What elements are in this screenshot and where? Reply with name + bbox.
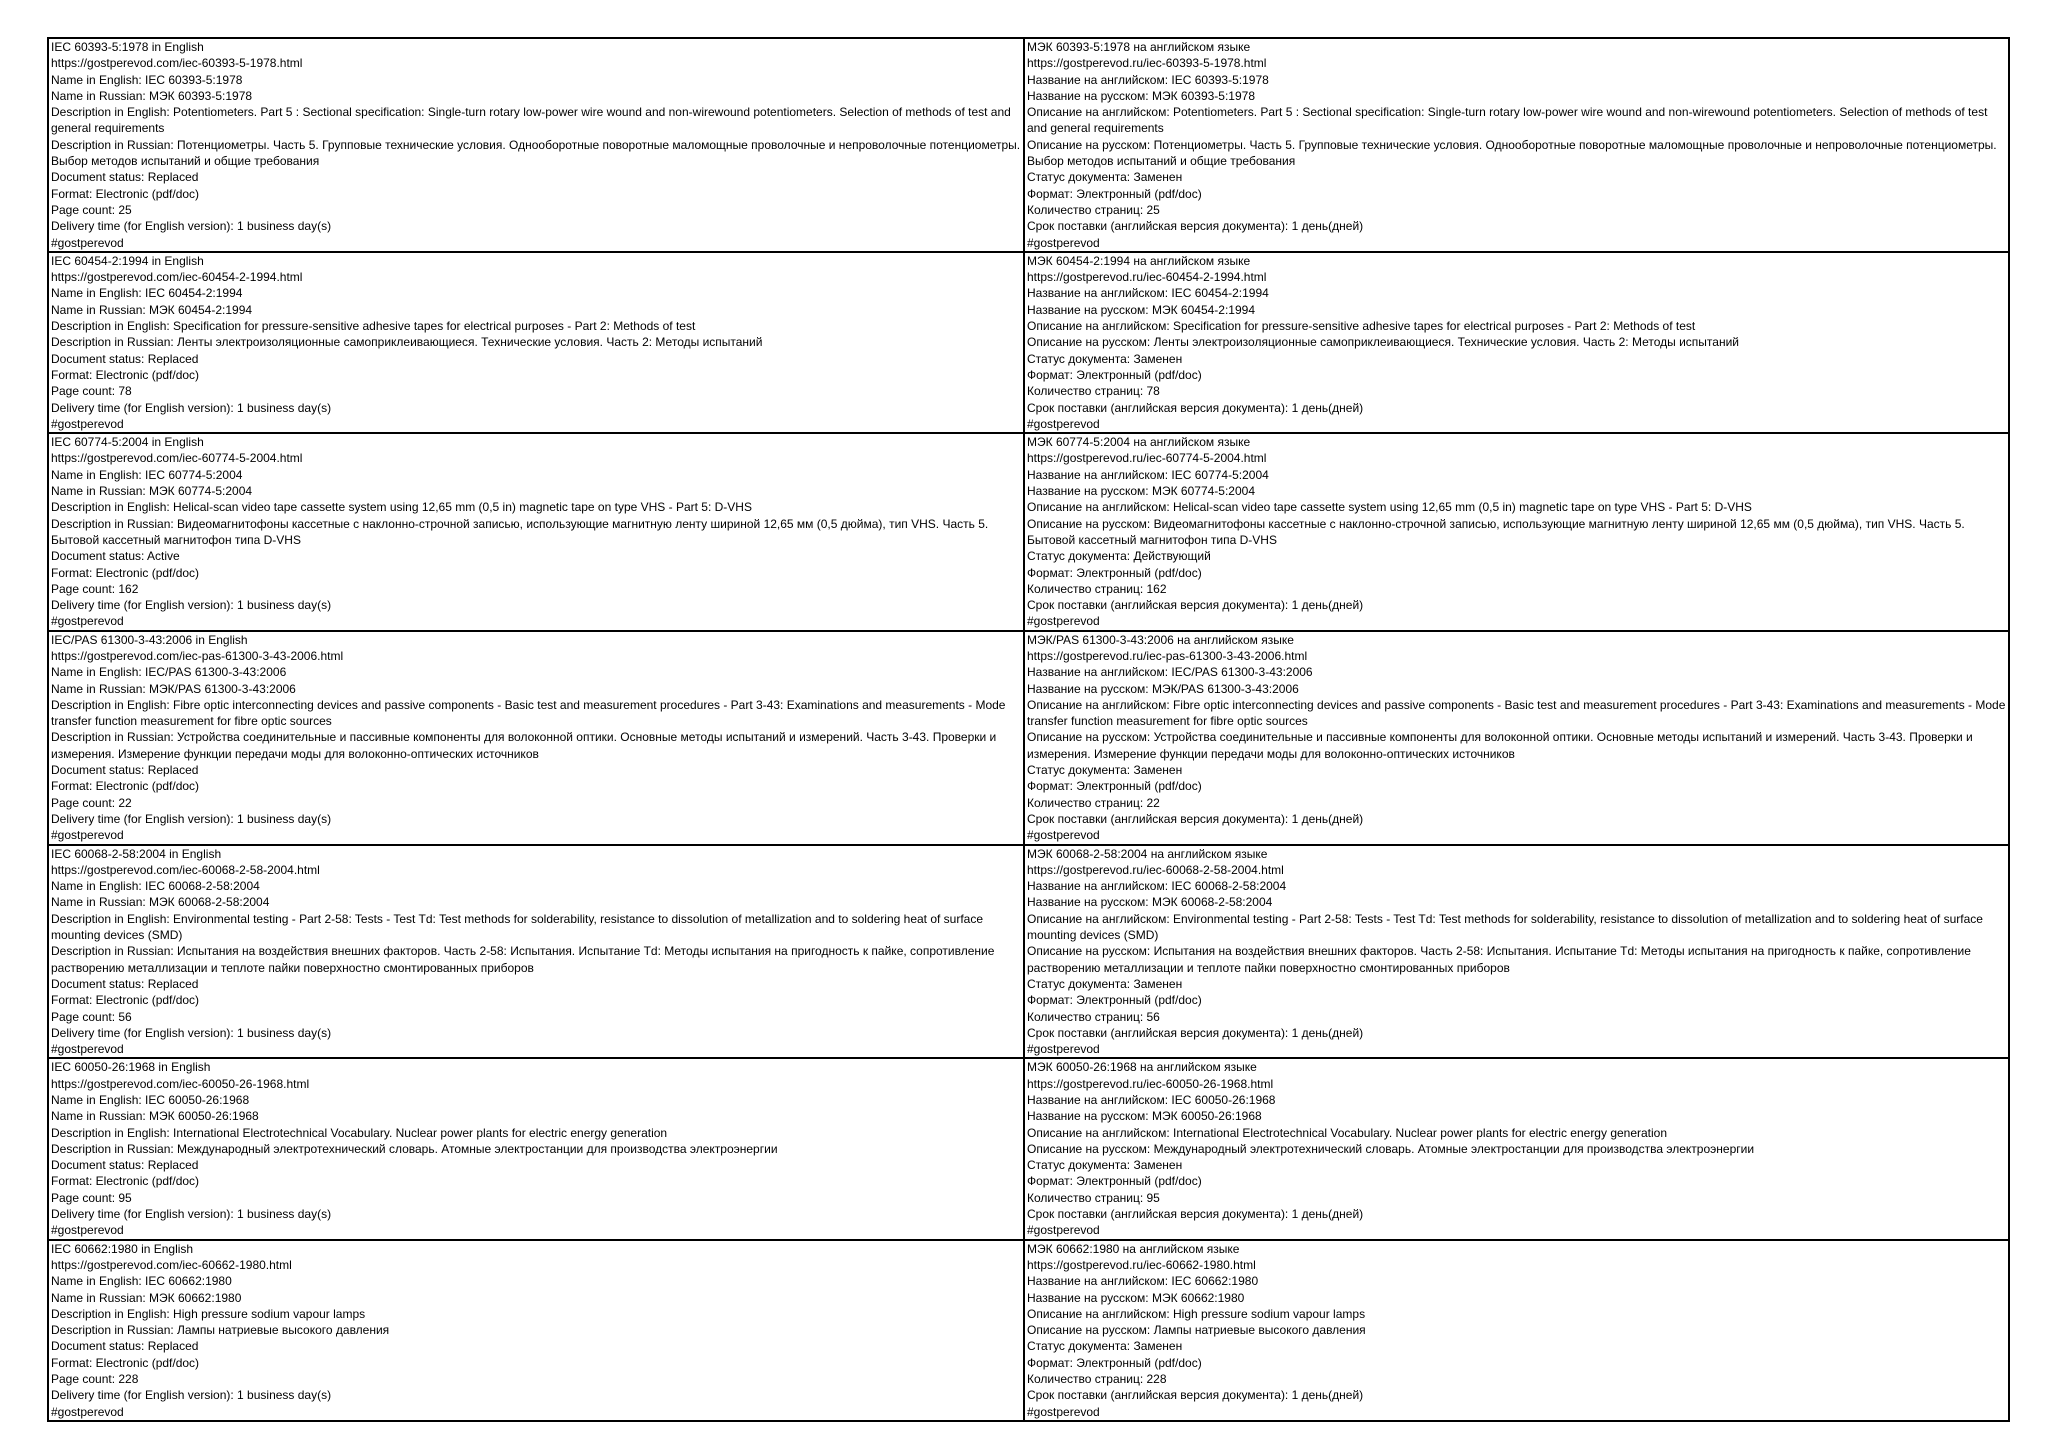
cell-line: Description in Russian: Международный электротехнический словарь. Атомные электростанции для производства электроэнергии: [51, 1141, 778, 1156]
cell-line: Description in Russian: Ленты электроизоляционные самоприклеивающиеся. Технические условия. Часть 2: Методы испытаний: [51, 335, 763, 350]
cell-line: Description in English: High pressure sodium vapour lamps: [51, 1306, 366, 1321]
russian-cell: [1024, 433, 2009, 631]
cell-line: МЭК 60050-26:1968 на английском языке: [1027, 1060, 1257, 1075]
cell-line: МЭК 60662:1980 на английском языке: [1027, 1241, 1240, 1256]
cell-line: Format: Electronic (pdf/doc): [51, 779, 200, 794]
cell-line: Delivery time (for English version): 1 business day(s): [51, 811, 332, 826]
english-cell: [48, 38, 1024, 252]
cell-line: Статус документа: Действующий: [1027, 549, 1211, 564]
cell-line: Формат: Электронный (pdf/doc): [1027, 186, 1202, 201]
cell-line: Количество страниц: 95: [1027, 1190, 1160, 1205]
cell-line: Description in English: Helical-scan video tape cassette system using 12,65 mm (0,5 in) magnetic tape on type VHS - Part 5: D-VHS: [51, 500, 752, 515]
cell-line: Page count: 95: [51, 1190, 132, 1205]
cell-line: https://gostperevod.com/iec-60454-2-1994.html: [51, 270, 303, 285]
table-row: [48, 38, 2009, 252]
cell-line: Delivery time (for English version): 1 business day(s): [51, 598, 332, 613]
cell-line: Format: Electronic (pdf/doc): [51, 1355, 200, 1370]
cell-line: Description in English: International Electrotechnical Vocabulary. Nuclear power plants for electric energy generation: [51, 1125, 668, 1140]
cell-line: Срок поставки (английская версия документа): 1 день(дней): [1027, 598, 1364, 613]
cell-line: #gostperevod: [51, 416, 124, 431]
cell-line: Описание на русском: Международный электротехнический словарь. Атомные электростанции для производства электроэнергии: [1027, 1141, 1755, 1156]
cell-line: Name in English: IEC/PAS 61300-3-43:2006: [51, 665, 287, 680]
cell-line: Название на английском: IEC/PAS 61300-3-43:2006: [1027, 665, 1313, 680]
table-row: [48, 1240, 2009, 1421]
cell-line: Format: Electronic (pdf/doc): [51, 1174, 200, 1189]
document-table: [47, 37, 2010, 1422]
cell-line: #gostperevod: [1027, 1404, 1100, 1419]
cell-line: Page count: 228: [51, 1372, 139, 1387]
cell-line: Описание на английском: Helical-scan video tape cassette system using 12,65 mm (0,5 in) magnetic tape on type VHS - Part 5: D-VHS: [1027, 500, 1752, 515]
english-cell: [48, 631, 1024, 845]
russian-cell: [1024, 631, 2009, 845]
russian-cell: [1024, 845, 2009, 1059]
cell-line: Page count: 22: [51, 795, 132, 810]
cell-line: Количество страниц: 56: [1027, 1009, 1160, 1024]
cell-line: Количество страниц: 162: [1027, 581, 1167, 596]
cell-line: Описание на русском: Устройства соединительные и пассивные компоненты для волоконной оптики. Основные методы испытаний и измерений. Часть 3-43. Проверки и измерения. Измерение функции передачи моды для волоконно-оптических источников: [1027, 730, 1973, 761]
cell-line: Описание на английском: Environmental testing - Part 2-58: Tests - Test Td: Test methods for solderability, resistance to dissolution of metallization and to soldering heat of surface mounting devices (SMD): [1027, 911, 1983, 943]
english-cell: [48, 1240, 1024, 1421]
cell-line: IEC 60454-2:1994 in English: [51, 253, 204, 268]
cell-line: Формат: Электронный (pdf/doc): [1027, 993, 1202, 1008]
cell-line: Delivery time (for English version): 1 business day(s): [51, 1025, 332, 1040]
cell-line: Name in Russian: МЭК 60050-26:1968: [51, 1109, 259, 1124]
cell-line: Name in English: IEC 60662:1980: [51, 1274, 232, 1289]
cell-line: Document status: Replaced: [51, 763, 199, 778]
cell-line: Format: Electronic (pdf/doc): [51, 993, 200, 1008]
cell-line: Название на русском: МЭК 60662:1980: [1027, 1290, 1245, 1305]
cell-line: #gostperevod: [1027, 1223, 1100, 1238]
russian-cell: [1024, 1058, 2009, 1239]
cell-line: Описание на русском: Ленты электроизоляционные самоприклеивающиеся. Технические условия. Часть 2: Методы испытаний: [1027, 335, 1739, 350]
cell-line: Name in English: IEC 60393-5:1978: [51, 72, 243, 87]
cell-line: Name in Russian: МЭК 60662:1980: [51, 1290, 242, 1305]
cell-line: https://gostperevod.ru/iec-60050-26-1968.html: [1027, 1076, 1274, 1091]
cell-line: Срок поставки (английская версия документа): 1 день(дней): [1027, 811, 1364, 826]
cell-line: Format: Electronic (pdf/doc): [51, 186, 200, 201]
cell-line: #gostperevod: [1027, 1042, 1100, 1057]
cell-line: Количество страниц: 228: [1027, 1372, 1167, 1387]
cell-line: https://gostperevod.com/iec-60662-1980.html: [51, 1257, 292, 1272]
cell-line: Name in Russian: МЭК 60774-5:2004: [51, 484, 253, 499]
cell-line: https://gostperevod.com/iec-60774-5-2004.html: [51, 451, 303, 466]
cell-line: IEC 60393-5:1978 in English: [51, 40, 204, 54]
cell-line: Название на русском: МЭК 60393-5:1978: [1027, 88, 1255, 103]
cell-line: https://gostperevod.ru/iec-60662-1980.html: [1027, 1257, 1256, 1272]
cell-line: #gostperevod: [51, 1042, 124, 1057]
cell-line: Название на английском: IEC 60393-5:1978: [1027, 72, 1269, 87]
cell-line: https://gostperevod.com/iec-pas-61300-3-43-2006.html: [51, 648, 344, 663]
cell-line: МЭК 60068-2-58:2004 на английском языке: [1027, 846, 1268, 861]
cell-line: #gostperevod: [51, 828, 124, 843]
cell-line: Page count: 25: [51, 202, 132, 217]
cell-line: #gostperevod: [1027, 235, 1100, 250]
russian-cell: [1024, 252, 2009, 433]
cell-line: Формат: Электронный (pdf/doc): [1027, 1174, 1202, 1189]
cell-line: https://gostperevod.com/iec-60050-26-1968.html: [51, 1076, 310, 1091]
cell-line: Document status: Replaced: [51, 976, 199, 991]
cell-line: Название на русском: МЭК 60774-5:2004: [1027, 484, 1255, 499]
cell-line: Page count: 78: [51, 384, 132, 399]
cell-line: #gostperevod: [51, 1223, 124, 1238]
cell-line: Срок поставки (английская версия документа): 1 день(дней): [1027, 1388, 1364, 1403]
cell-line: #gostperevod: [51, 614, 124, 629]
cell-line: #gostperevod: [1027, 416, 1100, 431]
cell-line: Название на английском: IEC 60068-2-58:2004: [1027, 879, 1287, 894]
cell-line: https://gostperevod.ru/iec-60454-2-1994.html: [1027, 270, 1267, 285]
cell-line: Description in Russian: Испытания на воздействия внешних факторов. Часть 2-58: Испытания. Испытание Td: Методы испытания на пригодность к пайке, сопротивление растворению металлизации и теплоте пайки поверхностно смонтированных приборов: [51, 944, 995, 975]
cell-line: Описание на русском: Потенциометры. Часть 5. Групповые технические условия. Однооборотные поворотные маломощные проволочные и непроволочные потенциометры. Выбор методов испытаний и общие требования: [1027, 137, 1997, 169]
cell-line: Описание на английском: Fibre optic interconnecting devices and passive components - Basic test and measurement procedures - Part 3-43: Examinations and measurements - Mode transfer function measurement for fibre optic sources: [1027, 697, 2006, 729]
table-row: [48, 1058, 2009, 1239]
cell-line: Name in Russian: МЭК/PAS 61300-3-43:2006: [51, 681, 296, 696]
cell-line: Name in Russian: МЭК 60393-5:1978: [51, 88, 253, 103]
cell-line: Description in Russian: Потенциометры. Часть 5. Групповые технические условия. Однооборотные поворотные маломощные проволочные и непроволочные потенциометры. Выбор методов испытаний и общие требования: [51, 137, 1021, 169]
table-row: [48, 845, 2009, 1059]
cell-line: Format: Electronic (pdf/doc): [51, 367, 200, 382]
cell-line: Формат: Электронный (pdf/doc): [1027, 565, 1202, 580]
cell-line: Название на английском: IEC 60774-5:2004: [1027, 467, 1269, 482]
cell-line: Description in Russian: Лампы натриевые высокого давления: [51, 1323, 390, 1338]
table-row: [48, 433, 2009, 631]
cell-line: Формат: Электронный (pdf/doc): [1027, 367, 1202, 382]
cell-line: Статус документа: Заменен: [1027, 976, 1183, 991]
cell-line: Формат: Электронный (pdf/doc): [1027, 1355, 1202, 1370]
cell-line: https://gostperevod.ru/iec-pas-61300-3-43-2006.html: [1027, 648, 1308, 663]
cell-line: https://gostperevod.ru/iec-60393-5-1978.html: [1027, 56, 1267, 71]
cell-line: IEC 60068-2-58:2004 in English: [51, 846, 222, 861]
cell-line: МЭК/PAS 61300-3-43:2006 на английском языке: [1027, 632, 1294, 647]
cell-line: https://gostperevod.ru/iec-60774-5-2004.html: [1027, 451, 1267, 466]
cell-line: Name in Russian: МЭК 60068-2-58:2004: [51, 895, 270, 910]
cell-line: Name in English: IEC 60068-2-58:2004: [51, 879, 260, 894]
cell-line: Name in English: IEC 60454-2:1994: [51, 286, 243, 301]
cell-line: МЭК 60454-2:1994 на английском языке: [1027, 253, 1251, 268]
cell-line: Document status: Replaced: [51, 351, 199, 366]
cell-line: Количество страниц: 22: [1027, 795, 1160, 810]
cell-line: МЭК 60393-5:1978 на английском языке: [1027, 40, 1251, 54]
cell-line: Срок поставки (английская версия документа): 1 день(дней): [1027, 1207, 1364, 1222]
cell-line: Количество страниц: 25: [1027, 202, 1160, 217]
cell-line: Статус документа: Заменен: [1027, 763, 1183, 778]
cell-line: Description in English: Potentiometers. Part 5 : Sectional specification: Single-turn rotary low-power wire wound and non-wirewound potentiometers. Selection of methods of test and general requirements: [51, 105, 1011, 136]
cell-line: Описание на русском: Лампы натриевые высокого давления: [1027, 1323, 1366, 1338]
cell-line: IEC/PAS 61300-3-43:2006 in English: [51, 632, 248, 647]
cell-line: #gostperevod: [51, 235, 124, 250]
cell-line: Document status: Replaced: [51, 1158, 199, 1173]
cell-line: Name in Russian: МЭК 60454-2:1994: [51, 302, 253, 317]
cell-line: Название на русском: МЭК 60050-26:1968: [1027, 1109, 1262, 1124]
cell-line: https://gostperevod.com/iec-60068-2-58-2004.html: [51, 862, 320, 877]
english-cell: [48, 845, 1024, 1059]
cell-line: Delivery time (for English version): 1 business day(s): [51, 1388, 332, 1403]
cell-line: Description in Russian: Устройства соединительные и пассивные компоненты для волоконной оптики. Основные методы испытаний и измерений. Часть 3-43. Проверки и измерения. Измерение функции передачи моды для волоконно-оптических источников: [51, 730, 997, 761]
cell-line: Page count: 56: [51, 1009, 132, 1024]
cell-line: Document status: Replaced: [51, 1339, 199, 1354]
cell-line: МЭК 60774-5:2004 на английском языке: [1027, 435, 1251, 450]
cell-line: Количество страниц: 78: [1027, 384, 1160, 399]
cell-line: Статус документа: Заменен: [1027, 1158, 1183, 1173]
russian-cell: [1024, 38, 2009, 252]
cell-line: Описание на русском: Видеомагнитофоны кассетные с наклонно-строчной записью, использующие магнитную ленту шириной 12,65 мм (0,5 дюйма), тип VHS. Часть 5. Бытовой кассетный магнитофон типа D-VHS: [1027, 516, 1965, 547]
table-row: [48, 631, 2009, 845]
english-cell: [48, 252, 1024, 433]
cell-line: IEC 60050-26:1968 in English: [51, 1060, 211, 1075]
cell-line: Описание на английском: International Electrotechnical Vocabulary. Nuclear power plants for electric energy generation: [1027, 1125, 1668, 1140]
cell-line: https://gostperevod.com/iec-60393-5-1978.html: [51, 56, 303, 71]
cell-line: Delivery time (for English version): 1 business day(s): [51, 219, 332, 234]
cell-line: IEC 60662:1980 in English: [51, 1241, 194, 1256]
cell-line: Название на русском: МЭК/PAS 61300-3-43:2006: [1027, 681, 1299, 696]
cell-line: Format: Electronic (pdf/doc): [51, 565, 200, 580]
english-cell: [48, 433, 1024, 631]
cell-line: Описание на английском: High pressure sodium vapour lamps: [1027, 1306, 1366, 1321]
cell-line: Описание на английском: Specification for pressure-sensitive adhesive tapes for electrical purposes - Part 2: Methods of test: [1027, 319, 1696, 334]
cell-line: Статус документа: Заменен: [1027, 351, 1183, 366]
cell-line: IEC 60774-5:2004 in English: [51, 435, 204, 450]
cell-line: Description in English: Specification for pressure-sensitive adhesive tapes for electrical purposes - Part 2: Methods of test: [51, 319, 696, 334]
table-row: [48, 252, 2009, 433]
cell-line: #gostperevod: [1027, 828, 1100, 843]
cell-line: Delivery time (for English version): 1 business day(s): [51, 1207, 332, 1222]
cell-line: #gostperevod: [51, 1404, 124, 1419]
document-table-body: [48, 38, 2009, 1421]
cell-line: Description in English: Environmental testing - Part 2-58: Tests - Test Td: Test methods for solderability, resistance to dissolution of metallization and to soldering heat of surface mounting devices (SMD): [51, 911, 984, 943]
cell-line: Срок поставки (английская версия документа): 1 день(дней): [1027, 1025, 1364, 1040]
cell-line: Name in English: IEC 60774-5:2004: [51, 467, 243, 482]
cell-line: Описание на русском: Испытания на воздействия внешних факторов. Часть 2-58: Испытания. Испытание Td: Методы испытания на пригодность к пайке, сопротивление растворению металлизации и теплоте пайки поверхностно смонтированных приборов: [1027, 944, 1971, 975]
russian-cell: [1024, 1240, 2009, 1421]
cell-line: Page count: 162: [51, 581, 139, 596]
cell-line: Формат: Электронный (pdf/doc): [1027, 779, 1202, 794]
cell-line: Описание на английском: Potentiometers. Part 5 : Sectional specification: Single-turn rotary low-power wire wound and non-wirewound potentiometers. Selection of methods of test and general requirements: [1027, 105, 1988, 136]
cell-line: Name in English: IEC 60050-26:1968: [51, 1093, 250, 1107]
cell-line: Статус документа: Заменен: [1027, 1339, 1183, 1354]
cell-line: Название на русском: МЭК 60454-2:1994: [1027, 302, 1255, 317]
cell-line: https://gostperevod.ru/iec-60068-2-58-2004.html: [1027, 862, 1284, 877]
cell-line: Статус документа: Заменен: [1027, 170, 1183, 185]
cell-line: Срок поставки (английская версия документа): 1 день(дней): [1027, 219, 1364, 234]
cell-line: Название на английском: IEC 60662:1980: [1027, 1274, 1259, 1289]
cell-line: Description in Russian: Видеомагнитофоны кассетные с наклонно-строчной записью, использующие магнитную ленту шириной 12,65 мм (0,5 дюйма), тип VHS. Часть 5. Бытовой кассетный магнитофон типа D-VHS: [51, 516, 989, 547]
cell-line: Document status: Active: [51, 549, 180, 564]
cell-line: Срок поставки (английская версия документа): 1 день(дней): [1027, 400, 1364, 415]
english-cell: [48, 1058, 1024, 1239]
cell-line: Название на английском: IEC 60454-2:1994: [1027, 286, 1269, 301]
cell-line: Название на русском: МЭК 60068-2-58:2004: [1027, 895, 1273, 910]
cell-line: Delivery time (for English version): 1 business day(s): [51, 400, 332, 415]
cell-line: Description in English: Fibre optic interconnecting devices and passive components - Basic test and measurement procedures - Part 3-43: Examinations and measurements - Mode transfer function measurement for fibre optic sources: [51, 697, 1006, 729]
cell-line: Название на английском: IEC 60050-26:1968: [1027, 1093, 1276, 1107]
cell-line: #gostperevod: [1027, 614, 1100, 629]
cell-line: Document status: Replaced: [51, 170, 199, 185]
